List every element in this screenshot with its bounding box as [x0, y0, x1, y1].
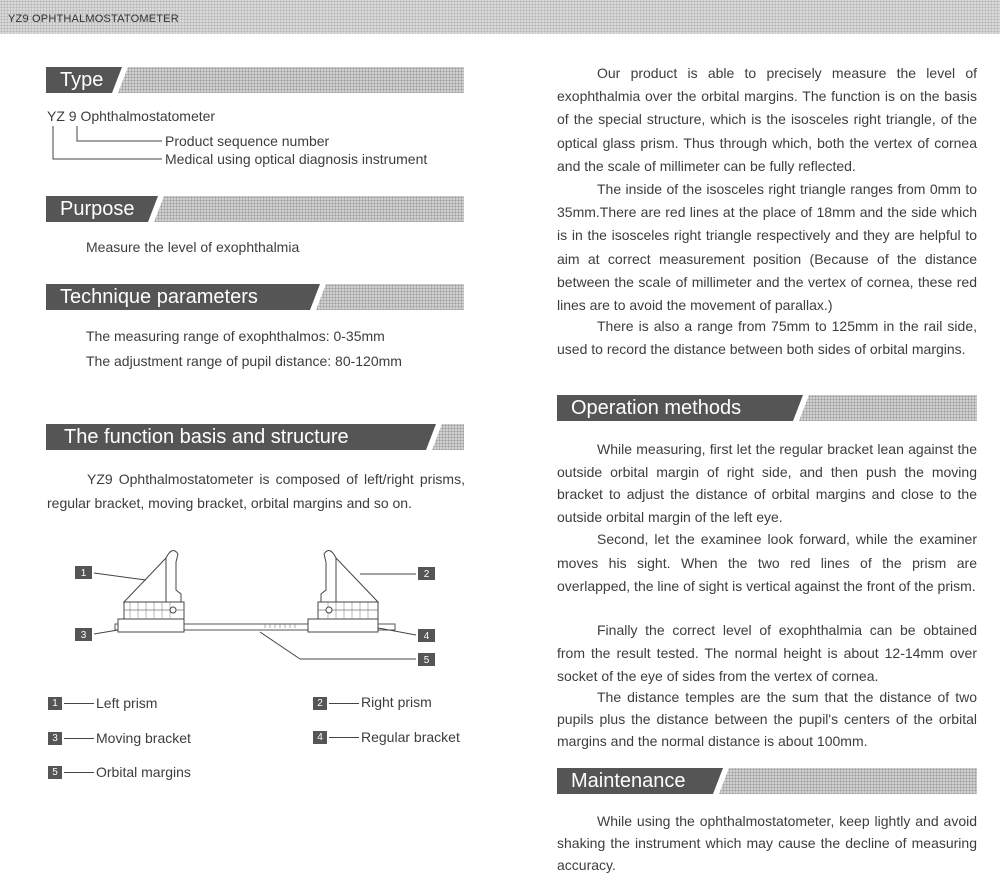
section-title-purpose: Purpose	[60, 198, 135, 220]
section-header-technique	[46, 284, 464, 310]
purpose-text: Measure the level of exophthalmia	[86, 239, 300, 255]
legend-label-moving-bracket: Moving bracket	[96, 730, 191, 746]
technique-range-pupil: The adjustment range of pupil distance: 80-120mm	[86, 353, 402, 369]
annotation-instrument: Medical using optical diagnosis instrument	[165, 151, 428, 167]
callout-1-label: 1	[80, 568, 87, 579]
technique-range-exophthalmos: The measuring range of exophthalmos: 0-35mm	[86, 328, 385, 344]
operation-paragraph-1: While measuring, first let the regular bracket lean against the outside orbital margin of right side, and then push the moving bracket to adjust the distance of orbital margins and close to the outside orbital margin of the left eye.	[557, 441, 977, 525]
section-header-function	[46, 424, 464, 450]
function-text: YZ9 Ophthalmostatometer is composed of left/right prisms, regular bracket, moving bracket, orbital margins and so on.	[47, 471, 465, 511]
legend-badge-5: 5	[48, 766, 62, 779]
instrument-diagram	[60, 540, 450, 675]
model-name: YZ 9 Ophthalmostatometer	[47, 108, 216, 124]
legend-badge-4: 4	[313, 731, 327, 744]
section-title-function: The function basis and structure	[64, 426, 349, 448]
intro-paragraph-3: There is also a range from 75mm to 125mm in the rail side, used to record the distance between both sides of orbital margins.	[557, 318, 977, 358]
annotation-sequence: Product sequence number	[165, 133, 330, 149]
header-title: YZ9 OPHTHALMOSTATOMETER	[8, 13, 179, 25]
legend-badge-3: 3	[48, 732, 62, 745]
model-bracket-lines	[50, 126, 170, 166]
section-header-operation	[557, 395, 977, 421]
legend-label-right-prism: Right prism	[361, 694, 432, 710]
operation-paragraph-2: Second, let the examinee look forward, while the examiner moves his sight. When the two red lines of the prism are overlapped, the line of sight is vertical against the front of the prism.	[557, 531, 977, 594]
section-header-type	[46, 67, 464, 93]
legend-badge-1: 1	[48, 697, 62, 710]
section-title-operation: Operation methods	[571, 397, 742, 419]
legend-label-left-prism: Left prism	[96, 695, 158, 711]
section-header-purpose	[46, 196, 464, 222]
operation-paragraph-3: Finally the correct level of exophthalmia can be obtained from the result tested. The normal height is about 12-14mm over socket of the eye of sides from the vertex of cornea.	[557, 622, 977, 684]
legend-badge-2: 2	[313, 697, 327, 710]
callout-2-label: 2	[423, 569, 430, 580]
legend-label-orbital-margins: Orbital margins	[96, 764, 191, 780]
section-title-type: Type	[60, 69, 104, 91]
page-header	[0, 0, 1000, 34]
callout-3-label: 3	[80, 630, 87, 641]
operation-paragraph-4: The distance temples are the sum that the distance of two pupils plus the distance between the pupil's centers of the orbital margins and the normal distance is about 100mm.	[557, 689, 977, 749]
legend-label-regular-bracket: Regular bracket	[361, 729, 460, 745]
section-title-technique: Technique parameters	[60, 286, 258, 308]
section-header-maintenance	[557, 768, 977, 794]
callout-4-label: 4	[423, 631, 430, 642]
intro-paragraph-2: The inside of the isosceles right triangle ranges from 0mm to 35mm.There are red lines at the place of 18mm and the side which is in the isosceles right triangle respectively and they are helpful to aim at correct measurement position (Because of the distance between the scale of millimeter and the vertex of cornea, these red lines are to avoid the movement of parallax.)	[557, 181, 977, 314]
section-title-maintenance: Maintenance	[571, 770, 686, 792]
maintenance-paragraph: While using the ophthalmostatometer, keep lightly and avoid shaking the instrument which may cause the decline of measuring accuracy.	[557, 813, 977, 873]
callout-5-label: 5	[423, 655, 430, 666]
intro-paragraph-1: Our product is able to precisely measure the level of exophthalmia over the orbital margins. The function is on the basis of the special structure, which is the isosceles right triangle, of the optical glass prism. Thus through which, both the vertex of cornea and the scale of millimeter can be fully reflected.	[557, 65, 977, 174]
